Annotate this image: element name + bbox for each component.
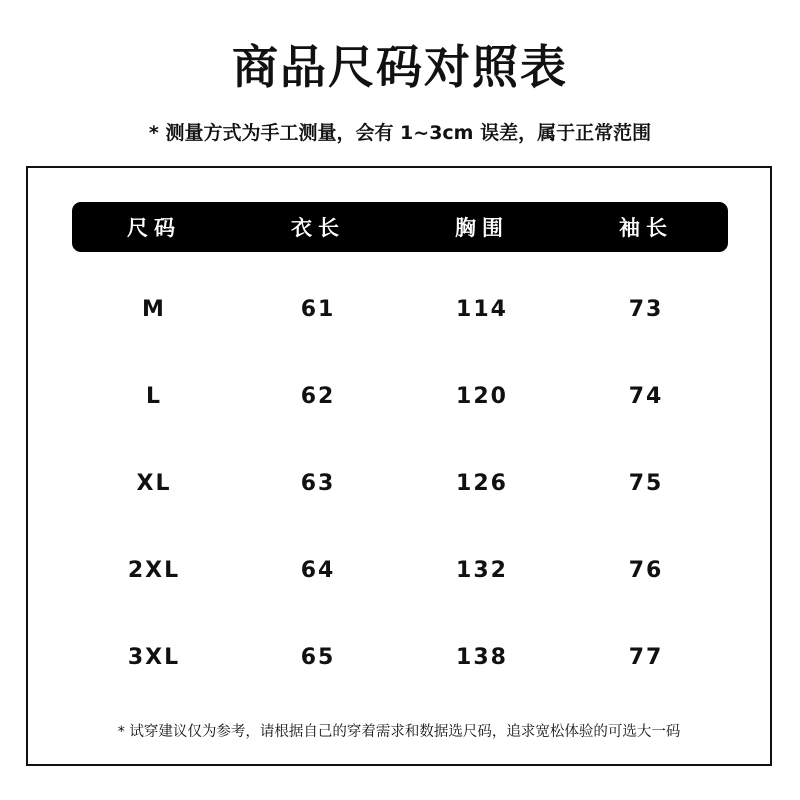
table-row [72,376,728,416]
cell-length: 61 [300,296,336,322]
header-sleeve: 袖长 [619,216,673,240]
measurement-note: * 测量方式为手工测量，会有 1~3cm 误差，属于正常范围 [148,122,652,144]
table-row [72,463,728,503]
cell-size: L [145,383,163,409]
header-chest: 胸围 [455,216,509,240]
cell-sleeve: 75 [628,470,664,496]
page-title: 商品尺码对照表 [232,40,568,94]
cell-chest: 114 [456,296,508,322]
cell-length: 63 [300,470,336,496]
cell-length: 65 [300,644,336,670]
cell-chest: 132 [456,557,508,583]
cell-chest: 120 [456,383,508,409]
cell-sleeve: 74 [628,383,664,409]
table-row [72,637,728,677]
cell-sleeve: 77 [628,644,664,670]
size-table-frame [26,166,772,766]
header-size: 尺码 [127,216,181,240]
cell-length: 62 [300,383,336,409]
cell-size: 2XL [127,557,181,583]
cell-sleeve: 76 [628,557,664,583]
table-row [72,550,728,590]
cell-chest: 138 [456,644,508,670]
header-length: 衣长 [291,216,345,240]
table-row [72,289,728,329]
fit-advice-note: * 试穿建议仅为参考，请根据自己的穿着需求和数据选尺码，追求宽松体验的可选大一码 [117,724,681,740]
cell-length: 64 [300,557,336,583]
cell-size: M [142,296,166,322]
table-header [72,202,728,252]
cell-size: 3XL [127,644,181,670]
cell-chest: 126 [456,470,508,496]
cell-sleeve: 73 [628,296,664,322]
cell-size: XL [136,470,172,496]
